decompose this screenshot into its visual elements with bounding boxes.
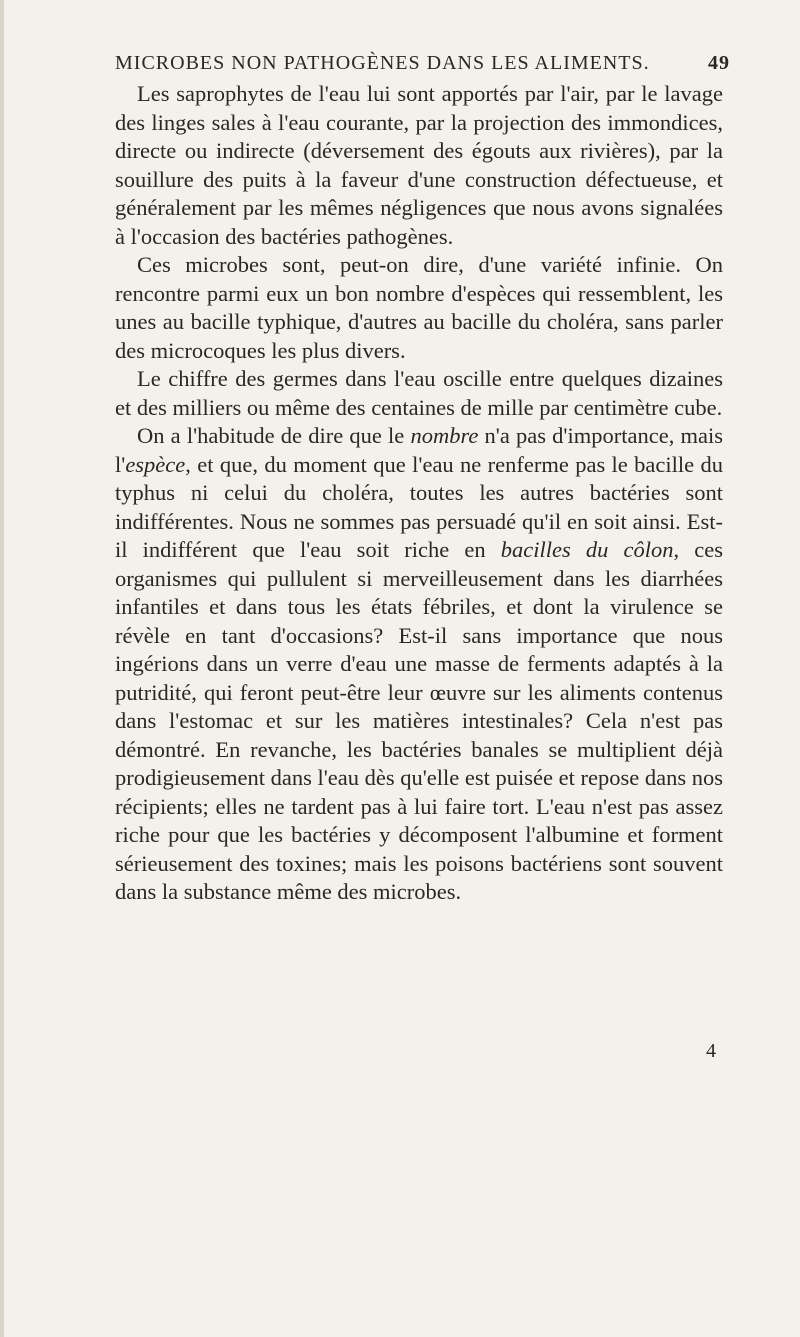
paragraph-4-text-3: , et que, du moment que l'eau ne renferme pas le bacille du typhus ni celui du choléra, toutes les autres bactéries sont indifférentes. Nous ne sommes pas persuadé qu'il en soit ainsi. Est-il indifférent que l'eau soit riche en bbox=[115, 451, 723, 562]
paragraph-4-text-2: n'a pas d'importance, mais l' bbox=[115, 423, 723, 477]
paragraph-4-text-4: , ces organismes qui pullulent si merveilleusement dans les diarrhées infantiles et dans tous les états fébriles, et dont la virulence se révèle en tant d'occasions? Est-il sans importance que nous ingérions dans un verre d'eau une masse de ferments adaptés à la putridité, qui feront peut-être leur œuvre sur les aliments contenus dans l'estomac et sur les matières intestinales? Cela n'est pas démontré. En revanche, les bactéries banales se multiplient déjà prodigieusement dans l'eau dès qu'elle est puisée et repose dans nos récipients; elles ne tardent pas à lui faire tort. L'eau n'est pas assez riche pour que les bactéries y décomposent l'albumine et forment sérieusement des toxines; mais les poisons bactériens sont souvent dans la substance même des microbes. bbox=[115, 537, 723, 904]
page-number: 49 bbox=[708, 52, 730, 74]
paragraph-4 bbox=[115, 422, 723, 907]
body-text bbox=[115, 80, 723, 907]
emphasis-espece: espèce bbox=[125, 451, 186, 477]
paragraph-2: Ces microbes sont, peut-on dire, d'une variété infinie. On rencontre parmi eux un bon nombre d'espèces qui ressemblent, les unes au bacille typhique, d'autres au bacille du choléra, sans parler des microcoques les plus divers. bbox=[115, 252, 723, 363]
emphasis-nombre: nombre bbox=[410, 423, 479, 448]
paragraph-4-text-1: On a l'habitude de dire que le bbox=[137, 423, 411, 448]
page-edge-shadow bbox=[0, 0, 4, 1337]
signature-mark: 4 bbox=[706, 1040, 716, 1062]
paragraph-1: Les saprophytes de l'eau lui sont apportés par l'air, par le lavage des linges sales à l'eau courante, par la projection des immondices, directe ou indirecte (déversement des égouts aux rivières), par la souillure des puits à la faveur d'une construction défectueuse, et généralement par les mêmes négligences que nous avons signalées à l'occasion des bactéries pathogènes. bbox=[115, 81, 723, 249]
emphasis-bacilles-colon: bacilles du côlon bbox=[500, 537, 674, 562]
running-title: MICROBES NON PATHOGÈNES DANS LES ALIMENTS. bbox=[115, 52, 650, 74]
paragraph-3: Le chiffre des germes dans l'eau oscille entre quelques dizaines et des milliers ou même des centaines de mille par centimètre cube. bbox=[115, 366, 723, 420]
page-header bbox=[115, 52, 730, 80]
